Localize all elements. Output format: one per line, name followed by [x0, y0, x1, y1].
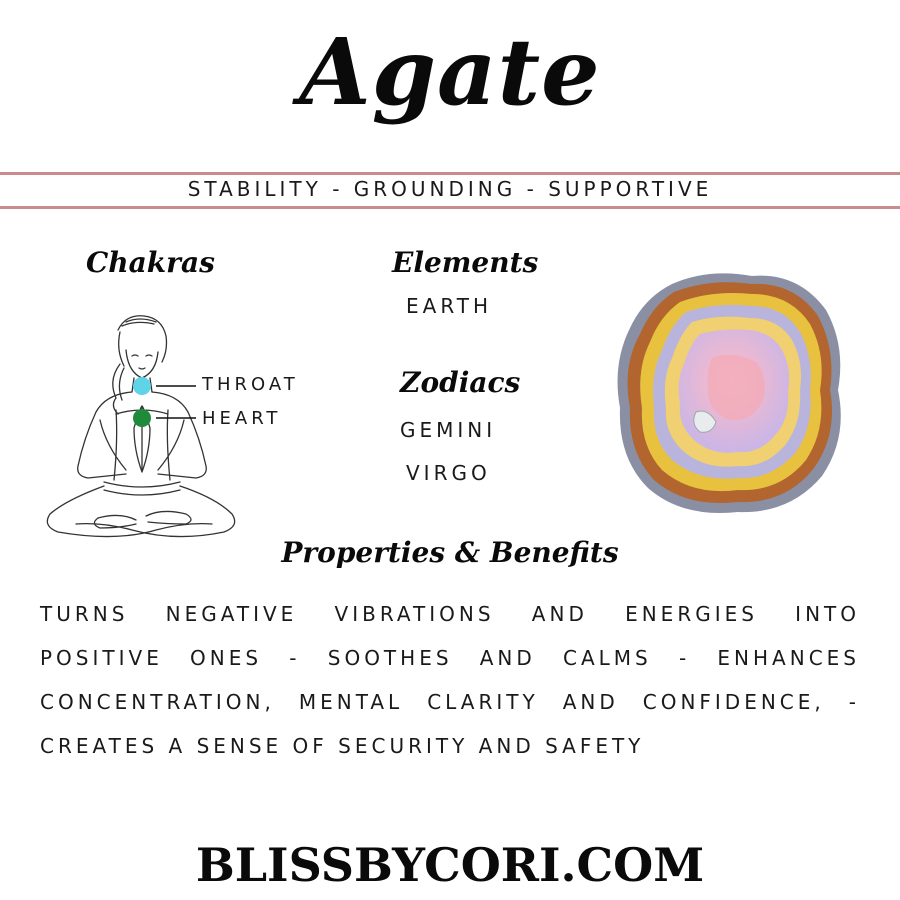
chakras-heading: Chakras [86, 246, 215, 279]
top-divider [0, 172, 900, 175]
properties-heading: Properties & Benefits [281, 536, 619, 569]
zodiacs-heading: Zodiacs [400, 366, 521, 399]
bottom-divider [0, 206, 900, 209]
site-url[interactable]: BLISSBYCORI.COM [195, 838, 705, 892]
elements-heading: Elements [392, 246, 539, 279]
chakra-label-heart: HEART [202, 408, 282, 429]
chakra-label-throat: THROAT [202, 374, 299, 395]
agate-slice-photo [612, 262, 848, 520]
tagline: STABILITY - GROUNDING - SUPPORTIVE [187, 177, 713, 201]
throat-chakra-dot [133, 377, 151, 395]
properties-text [40, 592, 860, 768]
zodiac-item-gemini: GEMINI [400, 418, 497, 442]
zodiac-item-virgo: VIRGO [406, 461, 491, 485]
page-title: Agate [299, 18, 601, 126]
properties-line: POSITIVE ONES - SOOTHES AND CALMS - ENHANCES [40, 646, 860, 670]
properties-line: CREATES A SENSE OF SECURITY AND SAFETY [40, 734, 645, 758]
properties-line: CONCENTRATION, MENTAL CLARITY AND CONFIDENCE, - [40, 690, 860, 714]
element-value: EARTH [406, 294, 493, 318]
heart-chakra-dot [133, 409, 151, 427]
properties-line: TURNS NEGATIVE VIBRATIONS AND ENERGIES INTO [40, 602, 860, 626]
